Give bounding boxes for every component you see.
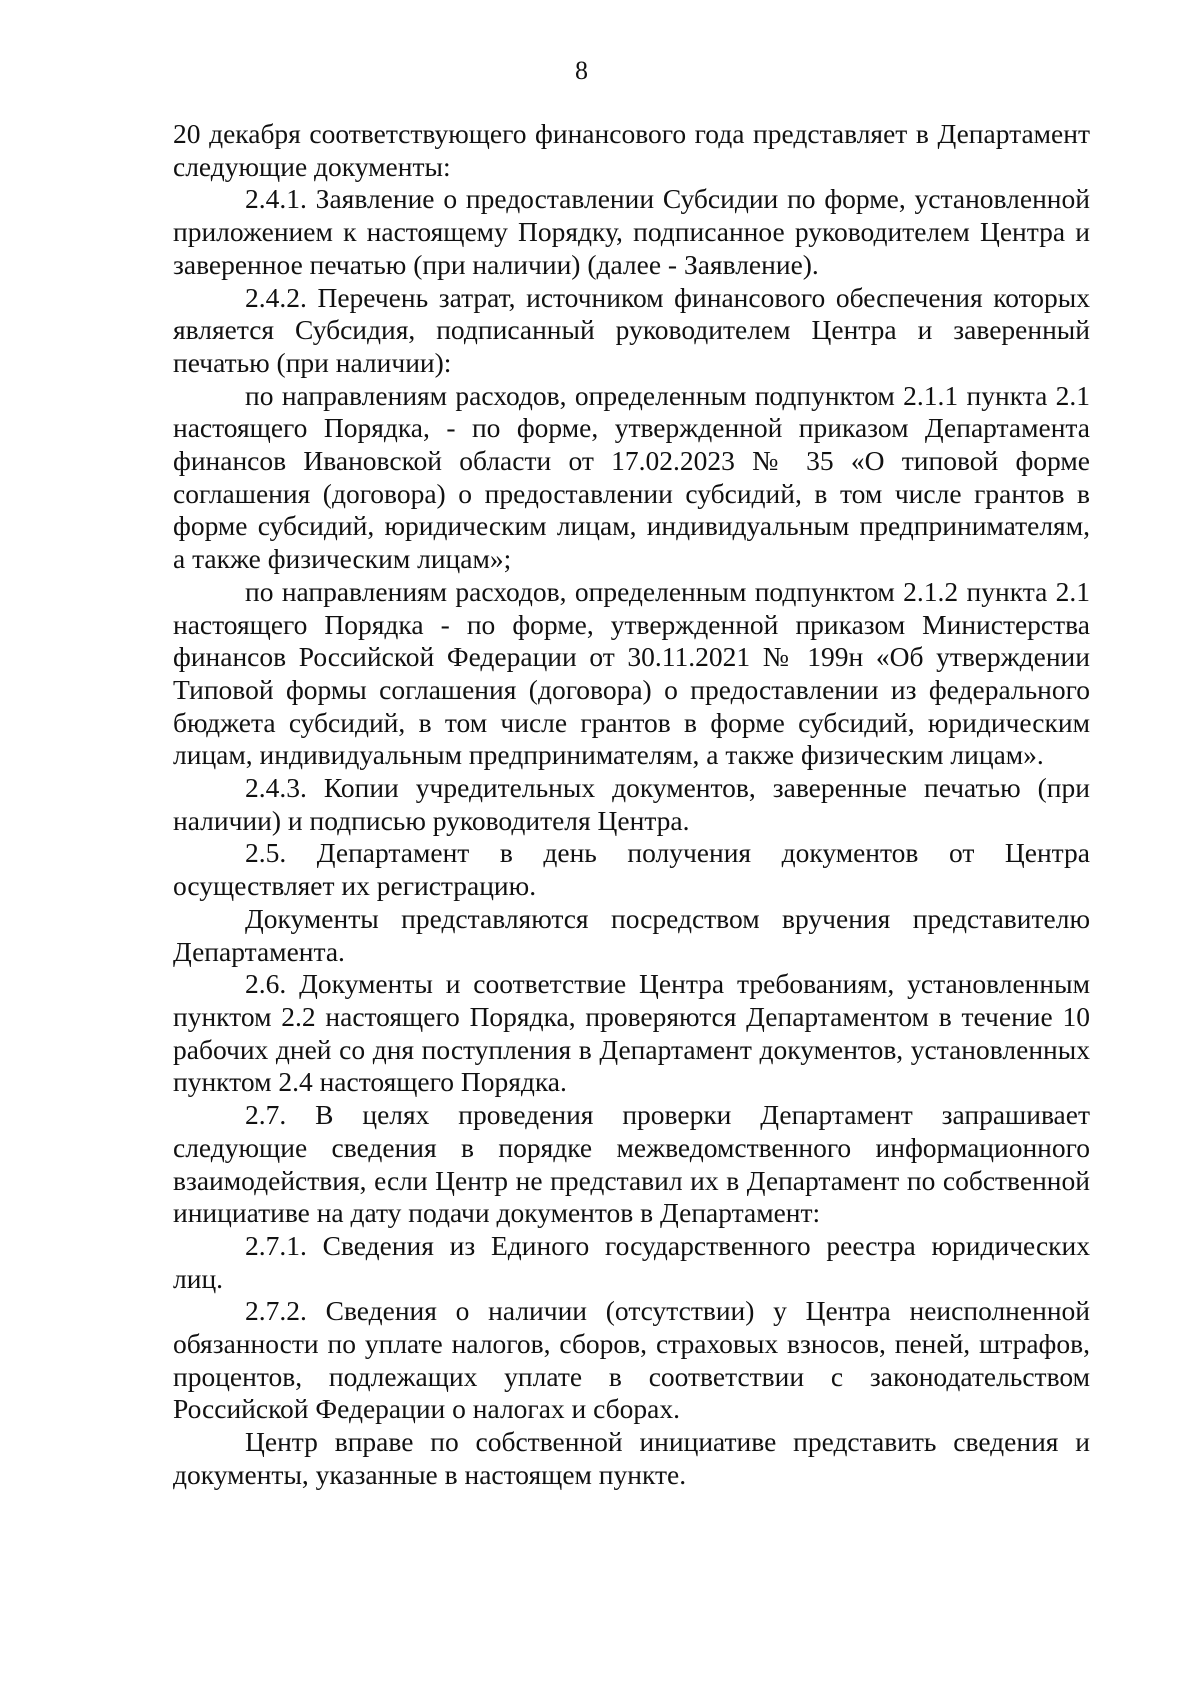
paragraph: 2.7.2. Сведения о наличии (отсутствии) у Центра неисполненной обязанности по уплате налогов, сборов, страховых взносов, пеней, штрафов, процентов, подлежащих уплате в соответствии с законодательством Российской Федерации о налогах и сборах. [173, 1295, 1090, 1425]
paragraph: 2.4.3. Копии учредительных документов, заверенные печатью (при наличии) и подписью руководителя Центра. [173, 772, 1090, 836]
paragraph: 2.7.1. Сведения из Единого государственного реестра юридических лиц. [173, 1229, 1090, 1294]
page-number: 8 [575, 56, 588, 85]
paragraph: Документы представляются посредством вручения представителю Департамента. [173, 902, 1090, 967]
paragraph: Центр вправе по собственной инициативе представить сведения и документы, указанные в настоящем пункте. [173, 1426, 1090, 1490]
paragraph: 2.6. Документы и соответствие Центра требованиям, установленным пунктом 2.2 настоящего Порядка, проверяются Департаментом в течение 10 рабочих дней со дня поступления в Департамент документов, установленных пунктом 2.4 настоящего Порядка. [173, 968, 1090, 1098]
paragraph: 2.5. Департамент в день получения документов от Центра осуществляет их регистрацию. [173, 837, 1090, 902]
paragraph: 2.4.2. Перечень затрат, источником финансового обеспечения которых является Субсидия, подписанный руководителем Центра и заверенный печатью (при наличии): [173, 281, 1090, 378]
paragraph: 20 декабря соответствующего финансового года представляет в Департамент следующие документы: [173, 118, 1090, 182]
paragraph: 2.4.1. Заявление о предоставлении Субсидии по форме, установленной приложением к настоящему Порядку, подписанное руководителем Центра и заверенное печатью (при наличии) (далее - Заявление). [173, 183, 1090, 280]
paragraph: по направлениям расходов, определенным подпунктом 2.1.2 пункта 2.1 настоящего Порядка - по форме, утвержденной приказом Министерства финансов Российской Федерации от 30.11.2021 № 199н «Об утверждении Типовой формы соглашения (договора) о предоставлении из федерального бюджета субсидий, в том числе грантов в форме субсидий, юридическим лицам, индивидуальным предпринимателям, а также физическим лицам». [173, 575, 1090, 771]
paragraph: по направлениям расходов, определенным подпунктом 2.1.1 пункта 2.1 настоящего Порядка, - по форме, утвержденной приказом Департамента финансов Ивановской области от 17.02.2023 № 35 «О типовой форме соглашения (договора) о предоставлении субсидий, в том числе грантов в форме субсидий, юридическим лицам, индивидуальным предпринимателям, а также физическим лицам»; [173, 379, 1090, 575]
document-body [173, 118, 1090, 1492]
paragraph: 2.7. В целях проведения проверки Департамент запрашивает следующие сведения в порядке межведомственного информационного взаимодействия, если Центр не представил их в Департамент по собственной инициативе на дату подачи документов в Департамент: [173, 1099, 1090, 1229]
